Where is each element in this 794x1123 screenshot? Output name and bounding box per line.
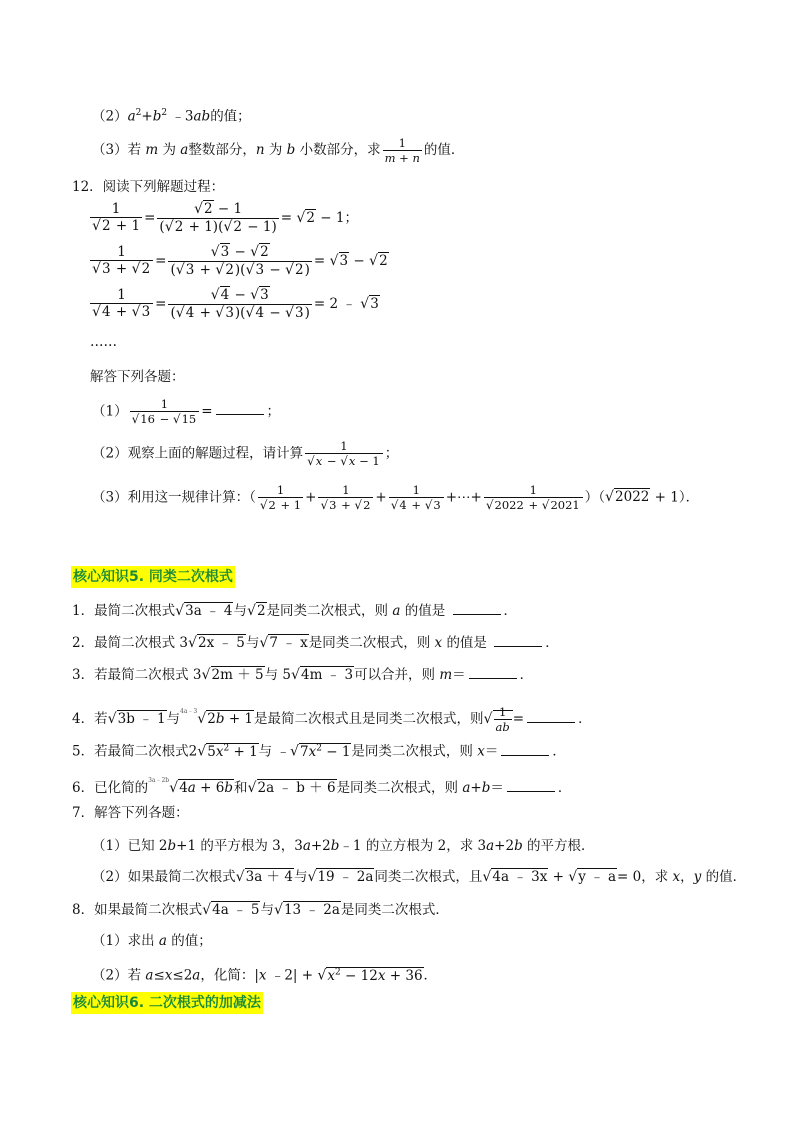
p12-ellipsis: …… [90, 334, 117, 350]
s5-q7-2: （2）如果最简二次根式√3a ＋ 4与√19 ﹣ 2a同类二次根式，且√4a ﹣ 3x + √y ﹣ a= 0，求 x，y 的值． [92, 869, 747, 885]
p12-q1: （1） $\frac{1}{√16 - √15}$ = ； [92, 397, 281, 426]
answer-blank [494, 634, 542, 647]
s5-q6: 6．已化简的$^{3a﹣2b}$√4a + 6b和√2a ﹣ b ＋ 6是同类二次根式，则 a+b＝ ． [72, 777, 572, 796]
p11-item3: （3）若 m 为 a整数部分，n 为 b 小数部分，求 $\frac{1}{m + n}$ 的值． [92, 136, 465, 165]
s5-q8-2: （2）若 a≤x≤2a，化简：|x ﹣2| + $√x^2 - 12x + 36$． [92, 967, 438, 984]
s5-q7-1: （1）已知 2b+1 的平方根为 3，3a+2b﹣1 的立方根为 2，求 3a+2b 的平方根． [92, 838, 595, 854]
s5-q1: 1．最简二次根式√3a ﹣ 4与√2是同类二次根式，则 a 的值是 ． [72, 603, 518, 619]
section-heading-5: 核心知识5. 同类二次根式 [71, 566, 235, 588]
p12-eq1: $\frac{1}{√2 + 1}$ = $\frac{√2 - 1}{(√2 + 1)(√2 - 1)}$ = √2 − 1； [92, 201, 358, 235]
s5-q8: 8．如果最简二次根式√4a ﹣ 5与√13 ﹣ 2a是同类二次根式． [72, 902, 449, 918]
p11-item2: $(2)a^2+b^2$ ﹣3ab的值； [92, 108, 251, 125]
s5-q2: 2．最简二次根式 3√2x ﹣ 5与√7 ﹣ x是同类二次根式，则 x 的值是 ． [72, 635, 559, 651]
answer-blank [501, 743, 549, 756]
section-heading-6: 核心知识6. 二次根式的加减法 [71, 992, 263, 1014]
answer-blank [469, 666, 517, 679]
p12-answer-intro: 解答下列各题： [90, 369, 185, 385]
fraction: $\frac{1}{m + n}$ [384, 136, 420, 165]
s5-q8-1: （1）求出 a 的值； [92, 933, 212, 949]
answer-blank [216, 402, 264, 415]
answer-blank [527, 710, 575, 723]
p12-eq3: $\frac{1}{√4 + √3}$ = $\frac{√4 - √3}{(√4 + √3)(√4 - √3)}$ = 2 ﹣ √3 [92, 287, 379, 321]
p12-q2: （2）观察上面的解题过程，请计算 $\frac{1}{√x - √x - 1}$ ； [92, 439, 399, 468]
s5-q4: 4．若√3b ﹣ 1与$^{4a﹣3}$√2b + 1是最简二次根式且是同类二次根式，则√ $\frac{1}{ab}$ = ． [72, 704, 592, 734]
answer-blank [453, 602, 501, 615]
s5-q7: 7．解答下列各题： [72, 805, 189, 821]
p12-q3: （3）利用这一规律计算：（ $\frac{1}{√2 + 1}$ + $\frac{1}{√3 + √2}$ + $\frac{1}{√4 + √3}$ +⋯+ $\frac{1}{√2022 + √2021}$ ）（√2022 + 1）． [92, 483, 700, 512]
s5-q5: 5．若最简二次根式$2√5x^2 + 1$与 $﹣√7x^2 - 1$是同类二次根式，则 x＝ ． [72, 743, 566, 760]
p12-eq2: $\frac{1}{√3 + √2}$ = $\frac{√3 - √2}{(√3 + √2)(√3 - √2)}$ = √3 − √2 [92, 244, 388, 278]
s5-q3: 3．若最简二次根式 3√2m ＋ 5与 5√4m ﹣ 3可以合并，则 m＝ ． [72, 667, 534, 683]
p12-title: 12．阅读下列解题过程： [72, 179, 225, 195]
answer-blank [507, 779, 555, 792]
